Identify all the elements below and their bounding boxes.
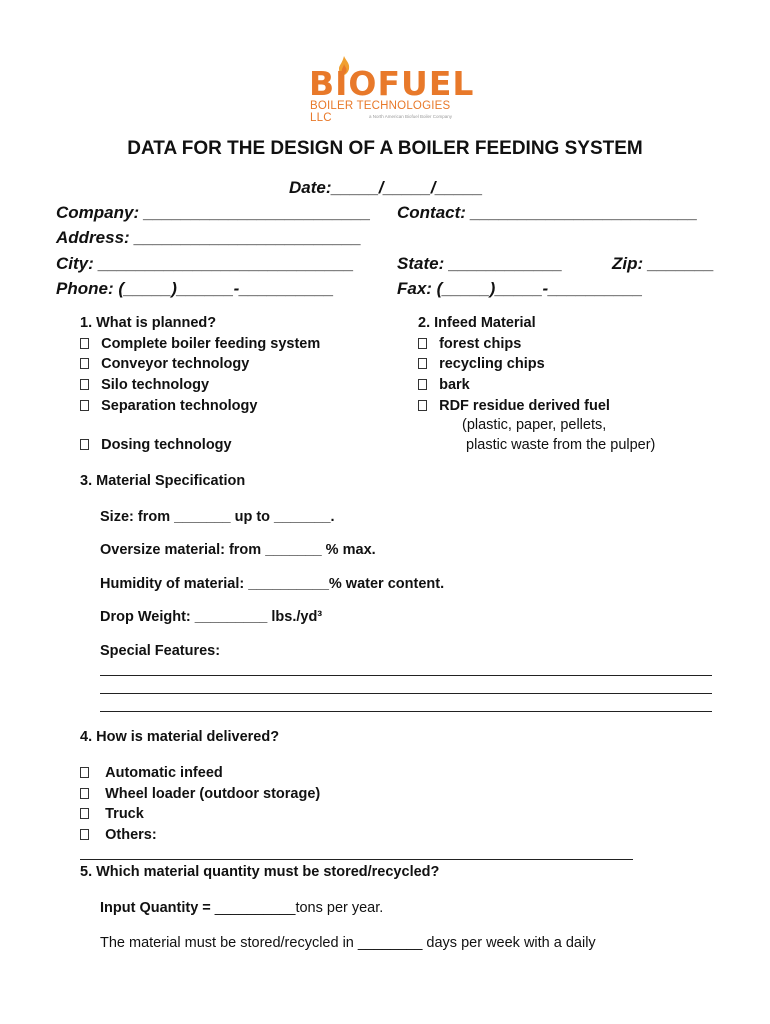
option-label: Silo technology <box>101 377 210 393</box>
option-complete-system[interactable] <box>80 336 320 352</box>
checkbox[interactable] <box>418 400 427 411</box>
section4-heading: 4. How is material delivered? <box>80 729 280 745</box>
option-forest-chips[interactable] <box>418 336 521 352</box>
state-field[interactable]: State: ____________ <box>397 254 563 273</box>
oversize-field[interactable]: Oversize material: from _______ % max. <box>100 542 376 558</box>
special-features-line-2[interactable] <box>100 693 712 694</box>
section3-heading: 3. Material Specification <box>80 473 246 489</box>
phone-field[interactable]: Phone: (_____)______-__________ <box>56 279 334 298</box>
logo-wordmark: BIOFUEL <box>309 64 475 103</box>
section2-heading: 2. Infeed Material <box>418 315 536 331</box>
option-bark[interactable] <box>418 377 470 393</box>
checkbox[interactable] <box>418 358 427 369</box>
option-label: Separation technology <box>101 398 258 414</box>
date-field[interactable]: Date:_____/_____/_____ <box>289 178 483 197</box>
checkbox[interactable] <box>418 379 427 390</box>
zip-field[interactable]: Zip: _______ <box>612 254 715 273</box>
page-title: DATA FOR THE DESIGN OF A BOILER FEEDING SYSTEM <box>127 138 643 159</box>
checkbox[interactable] <box>80 439 89 450</box>
option-label: Conveyor technology <box>101 356 250 372</box>
humidity-field[interactable]: Humidity of material: __________% water content. <box>100 576 445 592</box>
checkbox[interactable] <box>80 808 89 819</box>
checkbox[interactable] <box>418 338 427 349</box>
stored-days-field[interactable]: The material must be stored/recycled in ________ days per week with a daily <box>100 935 596 951</box>
input-quantity-blank[interactable]: __________tons per year. <box>214 900 384 916</box>
option-label: Automatic infeed <box>105 765 223 781</box>
special-features-label: Special Features: <box>100 643 221 659</box>
option-separation[interactable] <box>80 398 257 414</box>
option-label: forest chips <box>439 336 522 352</box>
option-label: recycling chips <box>439 356 545 372</box>
checkbox[interactable] <box>80 338 89 349</box>
address-field[interactable]: Address: ________________________ <box>56 228 362 247</box>
option-recycling-chips[interactable] <box>418 356 545 372</box>
option-automatic-infeed[interactable] <box>80 765 223 781</box>
option-label: bark <box>439 377 470 393</box>
option-label: Truck <box>105 806 144 822</box>
checkbox[interactable] <box>80 788 89 799</box>
option-truck[interactable] <box>80 806 144 822</box>
drop-weight-field[interactable]: Drop Weight: _________ lbs./yd³ <box>100 609 323 625</box>
option-label: Dosing technology <box>101 437 232 453</box>
option-others[interactable] <box>80 827 157 843</box>
contact-field[interactable]: Contact: ________________________ <box>397 203 698 222</box>
fax-field[interactable]: Fax: (_____)_____-__________ <box>397 279 643 298</box>
option-rdf[interactable] <box>418 398 610 414</box>
option-silo[interactable] <box>80 377 209 393</box>
option-conveyor[interactable] <box>80 356 249 372</box>
city-field[interactable]: City: ___________________________ <box>56 254 354 273</box>
input-quantity-field[interactable] <box>100 900 383 916</box>
section1-heading: 1. What is planned? <box>80 315 217 331</box>
company-logo <box>305 60 475 124</box>
option-wheel-loader[interactable] <box>80 786 320 802</box>
checkbox[interactable] <box>80 767 89 778</box>
option-label: Complete boiler feeding system <box>101 336 321 352</box>
input-quantity-label: Input Quantity = <box>100 900 215 916</box>
logo-tagline: a North American Biofuel Boiler Company <box>369 114 453 119</box>
rdf-note-1: (plastic, paper, pellets, <box>462 417 607 433</box>
rdf-note-2: plastic waste from the pulper) <box>466 437 656 453</box>
logo-subtitle: BOILER TECHNOLOGIES LLC <box>310 100 451 124</box>
option-label: RDF residue derived fuel <box>439 398 610 414</box>
checkbox[interactable] <box>80 400 89 411</box>
option-label: Wheel loader (outdoor storage) <box>105 786 321 802</box>
section5-heading: 5. Which material quantity must be stored/recycled? <box>80 864 440 880</box>
size-field[interactable]: Size: from _______ up to _______. <box>100 509 335 525</box>
option-label: Others: <box>105 827 157 843</box>
others-line[interactable] <box>80 859 633 860</box>
checkbox[interactable] <box>80 379 89 390</box>
option-dosing[interactable] <box>80 437 232 453</box>
checkbox[interactable] <box>80 358 89 369</box>
special-features-line-1[interactable] <box>100 675 712 676</box>
special-features-line-3[interactable] <box>100 711 712 712</box>
checkbox[interactable] <box>80 829 89 840</box>
company-field[interactable]: Company: ________________________ <box>56 203 371 222</box>
